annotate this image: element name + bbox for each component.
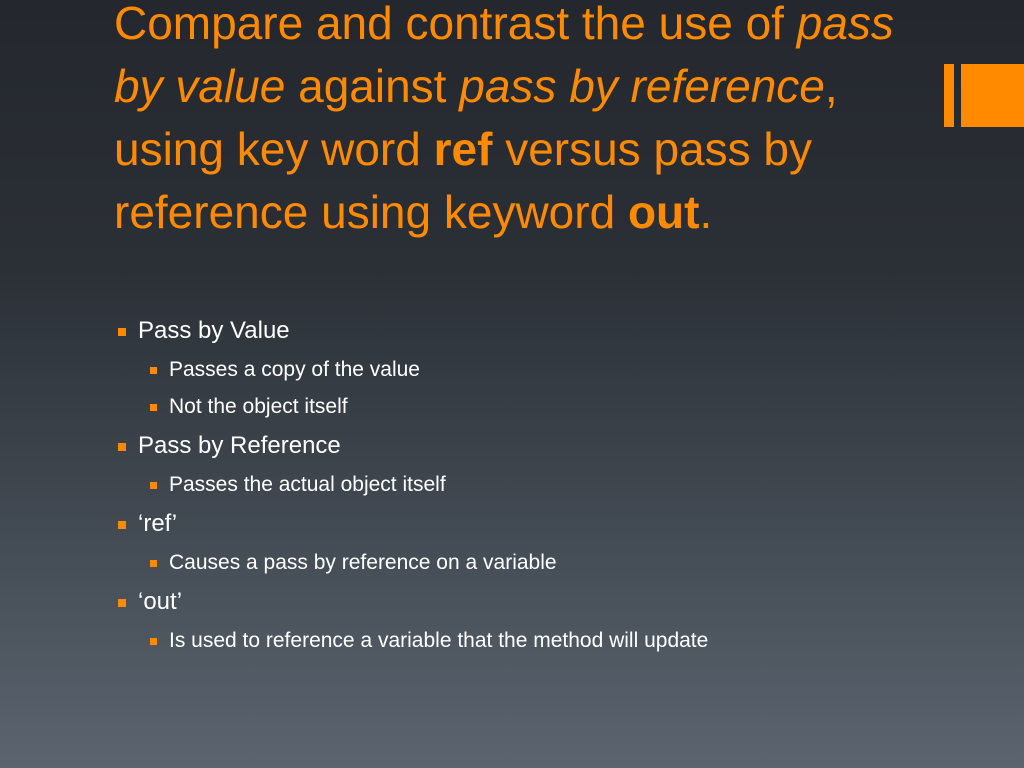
bullet-ref <box>118 510 177 538</box>
bullet-pass-by-reference <box>118 432 341 460</box>
bullet-out <box>118 588 182 616</box>
slide-title <box>114 0 914 244</box>
bullet-label: ‘out’ <box>138 588 183 615</box>
square-bullet-icon <box>118 599 126 607</box>
square-bullet-icon <box>150 404 157 411</box>
title-text-9: . <box>699 186 713 238</box>
sub-bullet-causes-pass-by-reference <box>150 551 557 575</box>
title-text-3: against <box>285 60 460 112</box>
square-bullet-icon <box>150 367 157 374</box>
sub-bullet-label: Passes the actual object itself <box>169 473 446 496</box>
title-italic-pass-by-value: pass by value <box>114 0 894 112</box>
title-italic-pass-by-reference: pass by reference <box>459 60 825 112</box>
square-bullet-icon <box>150 638 157 645</box>
title-bold-out: out <box>627 186 700 238</box>
sub-bullet-label: Not the object itself <box>169 395 348 418</box>
bullet-label: Pass by Reference <box>138 432 341 459</box>
sub-bullet-label: Is used to reference a variable that the method will update <box>169 629 709 652</box>
sub-bullet-copy-of-value <box>150 358 420 382</box>
sub-bullet-method-will-update <box>150 629 708 653</box>
sub-bullet-label: Causes a pass by reference on a variable <box>169 551 557 574</box>
square-bullet-icon <box>150 560 157 567</box>
square-bullet-icon <box>118 521 126 529</box>
square-bullet-icon <box>150 482 157 489</box>
title-bold-ref: ref <box>433 123 493 175</box>
bullet-pass-by-value <box>118 317 290 345</box>
decorative-square-block <box>961 64 1024 127</box>
bullet-label: ‘ref’ <box>138 510 178 537</box>
title-text-7: versus pass by reference using keyword <box>114 123 812 238</box>
title-text-5: , using key word <box>114 60 838 175</box>
sub-bullet-actual-object <box>150 473 446 497</box>
sub-bullet-label: Passes a copy of the value <box>169 358 420 381</box>
sub-bullet-not-object-itself <box>150 395 348 419</box>
title-text-1: Compare and contrast the use of <box>114 0 797 49</box>
decorative-thin-bar <box>944 64 954 127</box>
square-bullet-icon <box>118 443 126 451</box>
bullet-label: Pass by Value <box>138 317 290 344</box>
square-bullet-icon <box>118 328 126 336</box>
